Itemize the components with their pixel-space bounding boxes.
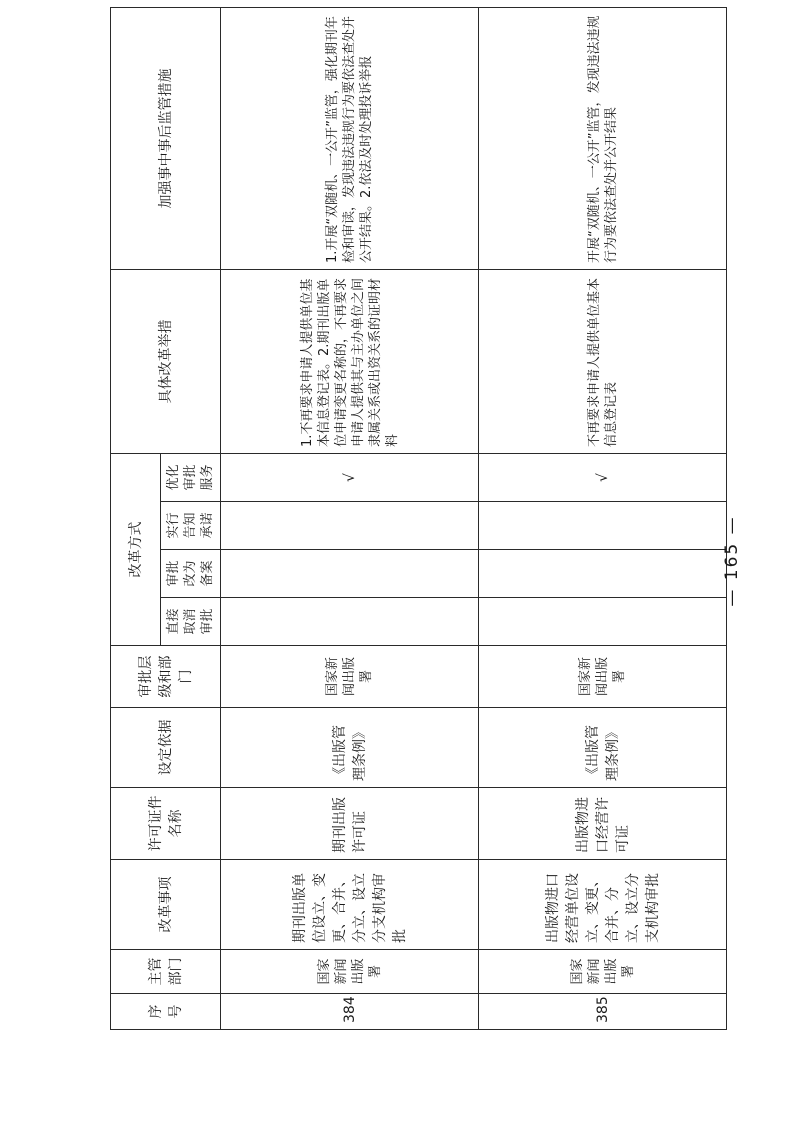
row-method-commitment bbox=[221, 502, 479, 550]
row-item: 出版物进口经营单位设立、变更、合并、分立、设立分支机构审批 bbox=[479, 860, 727, 950]
row-dept: 国家新闻出版署 bbox=[479, 950, 727, 994]
table-row bbox=[479, 8, 727, 1030]
row-measures: 不再要求申请人提供单位基本信息登记表 bbox=[479, 270, 727, 454]
header-license: 许可证件名称 bbox=[111, 788, 221, 860]
row-level: 国家新闻出版署 bbox=[221, 646, 479, 708]
page-number: — 165 — bbox=[722, 515, 742, 607]
row-measures: 1.不再要求申请人提供单位基本信息登记表。2.期刊出版单位申请变更名称的，不再要求申请人提供其与主办单位之间隶属关系或出资关系的证明材料 bbox=[221, 270, 479, 454]
row-seq: 385 bbox=[479, 994, 727, 1030]
header-method-cancel: 直接取消审批 bbox=[161, 598, 221, 646]
row-seq: 384 bbox=[221, 994, 479, 1030]
row-method-commitment bbox=[479, 502, 727, 550]
header-dept: 主管部门 bbox=[111, 950, 221, 994]
table-row bbox=[221, 8, 479, 1030]
header-method: 改革方式 bbox=[111, 454, 161, 646]
row-item: 期刊出版单位设立、变更、合并、分立、设立分支机构审批 bbox=[221, 860, 479, 950]
header-row bbox=[111, 8, 161, 1030]
header-method-optimize: 优化审批服务 bbox=[161, 454, 221, 502]
reform-table bbox=[110, 7, 727, 1030]
row-method-cancel bbox=[479, 598, 727, 646]
header-supervision: 加强事中事后监管措施 bbox=[111, 8, 221, 270]
row-level: 国家新闻出版署 bbox=[479, 646, 727, 708]
row-dept: 国家新闻出版署 bbox=[221, 950, 479, 994]
row-method-filing bbox=[221, 550, 479, 598]
header-basis: 设定依据 bbox=[111, 708, 221, 788]
row-license: 出版物进口经营许可证 bbox=[479, 788, 727, 860]
row-basis: 《出版管理条例》 bbox=[221, 708, 479, 788]
header-method-filing: 审批改为备案 bbox=[161, 550, 221, 598]
row-supervision: 1.开展“双随机、一公开”监管，强化期刊年检和审读，发现违法违规行为要依法查处并公开结果。2.依法及时处理投诉举报 bbox=[221, 8, 479, 270]
row-basis: 《出版管理条例》 bbox=[479, 708, 727, 788]
row-method-optimize: √ bbox=[221, 454, 479, 502]
row-method-optimize: √ bbox=[479, 454, 727, 502]
header-seq: 序号 bbox=[111, 994, 221, 1030]
header-method-commitment: 实行告知承诺 bbox=[161, 502, 221, 550]
row-license: 期刊出版许可证 bbox=[221, 788, 479, 860]
header-item: 改革事项 bbox=[111, 860, 221, 950]
row-method-cancel bbox=[221, 598, 479, 646]
row-supervision: 开展“双随机、一公开”监管，发现违法违规行为要依法查处并公开结果 bbox=[479, 8, 727, 270]
row-method-filing bbox=[479, 550, 727, 598]
header-measures: 具体改革举措 bbox=[111, 270, 221, 454]
header-level: 审批层级和部门 bbox=[111, 646, 221, 708]
